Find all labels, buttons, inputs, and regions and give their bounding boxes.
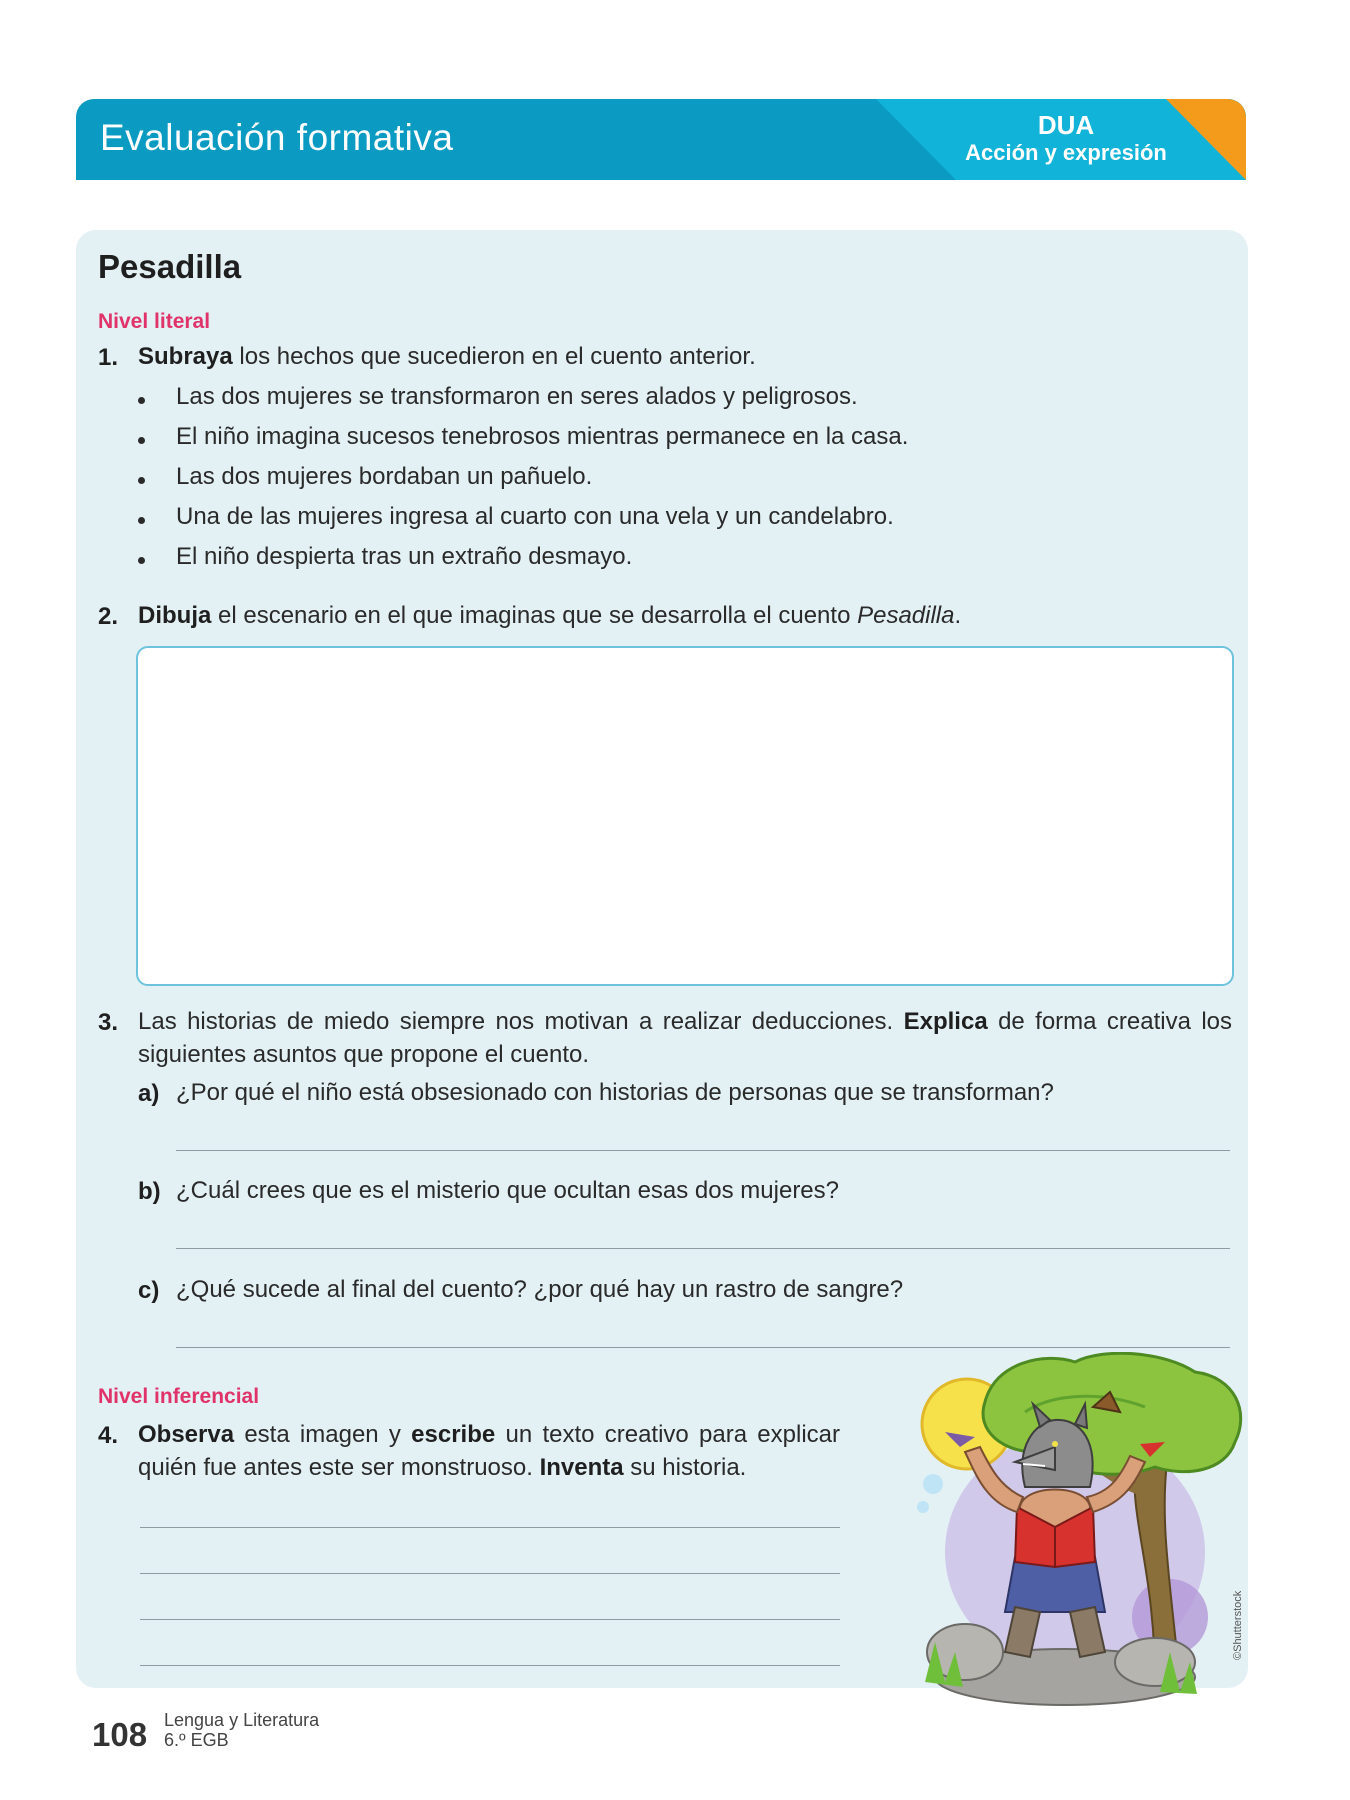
- level-literal: Nivel literal: [98, 310, 211, 333]
- dua-label: [946, 111, 1186, 167]
- q4-prompt-line1: [138, 1418, 840, 1452]
- q2-end: .: [954, 602, 962, 629]
- answer-line-4-2[interactable]: [140, 1573, 840, 1574]
- answer-line-4-3[interactable]: [140, 1619, 840, 1620]
- q1-bullet-1: Las dos mujeres se transformaron en seres alados y peligrosos.: [176, 383, 858, 410]
- q3-prompt-line1: [138, 1005, 1232, 1039]
- q4-number: 4.: [98, 1422, 119, 1449]
- q4-text2: un texto creativo para explicar: [495, 1421, 841, 1448]
- q3-prompt-line2: siguientes asuntos que propone el cuento.: [138, 1041, 589, 1068]
- answer-line-4-1[interactable]: [140, 1527, 840, 1528]
- q2-prompt: [138, 599, 961, 633]
- banner-title: Evaluación formativa: [100, 117, 454, 158]
- answer-line-a[interactable]: [176, 1150, 1230, 1151]
- q3-number: 3.: [98, 1009, 119, 1036]
- answer-line-c[interactable]: [176, 1347, 1230, 1348]
- q1-bullet-3: Las dos mujeres bordaban un pañuelo.: [176, 463, 593, 490]
- page-number: 108: [92, 1716, 148, 1753]
- q4-line2-b: su historia.: [623, 1454, 747, 1481]
- header-banner: [76, 99, 1246, 180]
- q3-text-b: de forma creativa los: [987, 1008, 1232, 1035]
- q4-verb-invent: Inventa: [539, 1454, 624, 1481]
- q3-question-b: ¿Cuál crees que es el misterio que ocultan esas dos mujeres?: [176, 1177, 839, 1204]
- level-inferential: Nivel inferencial: [98, 1385, 260, 1408]
- answer-line-b[interactable]: [176, 1248, 1230, 1249]
- q1-prompt: [138, 340, 756, 374]
- q1-verb: Subraya: [138, 343, 233, 370]
- q1-bullet-4: Una de las mujeres ingresa al cuarto con una vela y un candelabro.: [176, 503, 894, 530]
- q3-letter-a: a): [138, 1080, 160, 1107]
- answer-line-4-4[interactable]: [140, 1665, 840, 1666]
- q3-question-c: ¿Qué sucede al final del cuento? ¿por qué hay un rastro de sangre?: [176, 1276, 904, 1303]
- dua-subtitle: Acción y expresión: [965, 140, 1167, 165]
- q2-number: 2.: [98, 603, 119, 630]
- q3-letter-c: c): [138, 1277, 160, 1304]
- dua-title: DUA: [1037, 110, 1095, 140]
- q2-verb: Dibuja: [138, 602, 212, 629]
- bullet-dot: [138, 397, 145, 404]
- footer-subject: Lengua y Literatura: [164, 1710, 320, 1730]
- q2-story-title: Pesadilla: [857, 602, 955, 629]
- footer-grade: 6.º EGB: [164, 1730, 229, 1750]
- drawing-area[interactable]: [136, 646, 1234, 986]
- q3-text-a: Las historias de miedo siempre nos motivan a realizar deducciones.: [138, 1008, 904, 1035]
- photo-credit: ©Shutterstock: [1232, 1590, 1244, 1660]
- bullet-dot: [138, 557, 145, 564]
- q1-bullet-2: El niño imagina sucesos tenebrosos mientras permanece en la casa.: [176, 423, 909, 450]
- q3-question-a: ¿Por qué el niño está obsesionado con historias de personas que se transforman?: [176, 1079, 1054, 1106]
- section-title: Pesadilla: [98, 248, 242, 285]
- q4-verb-write: escribe: [411, 1421, 496, 1448]
- werewolf-illustration: [905, 1352, 1250, 1712]
- q4-verb-observe: Observa: [138, 1421, 235, 1448]
- q1-number: 1.: [98, 344, 119, 371]
- bullet-dot: [138, 437, 145, 444]
- q3-letter-b: b): [138, 1178, 161, 1205]
- q2-text: el escenario en el que imaginas que se desarrolla el cuento: [211, 602, 858, 629]
- q3-verb: Explica: [903, 1008, 988, 1035]
- q1-bullet-5: El niño despierta tras un extraño desmayo.: [176, 543, 633, 570]
- q4-line2-a: quién fue antes este ser monstruoso.: [138, 1454, 540, 1481]
- bullet-dot: [138, 517, 145, 524]
- bullet-dot: [138, 477, 145, 484]
- q1-text: los hechos que sucedieron en el cuento anterior.: [232, 343, 756, 370]
- q4-text1: esta imagen y: [234, 1421, 412, 1448]
- q4-prompt-line2: [138, 1451, 746, 1485]
